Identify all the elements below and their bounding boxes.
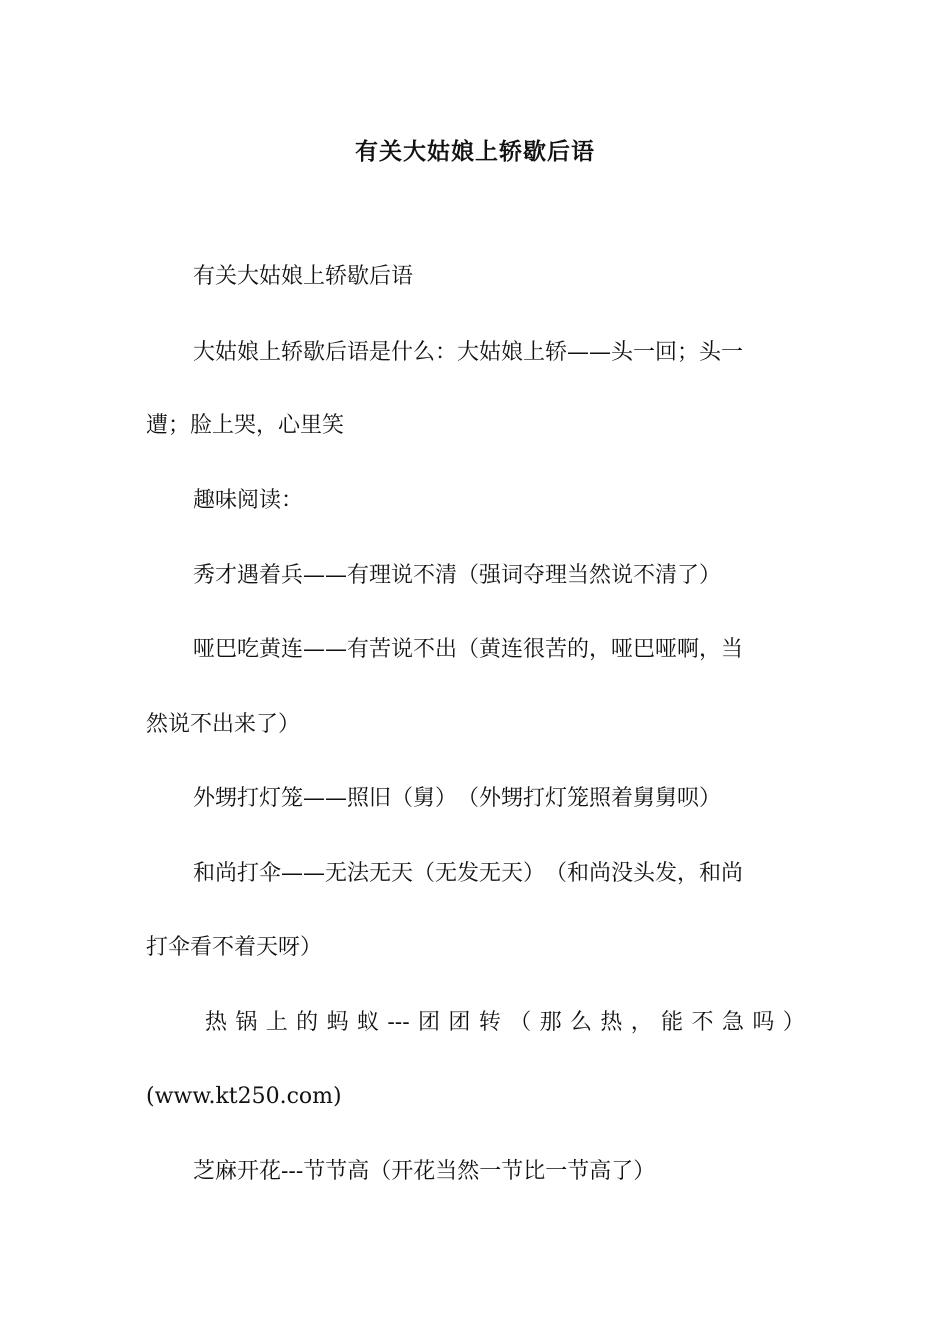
paragraph-answer-line-2: 遭；脸上哭，心里笑 [146, 413, 345, 438]
mayi-char: 么 [569, 1010, 592, 1035]
paragraph-heshang-line-1: 和尚打伞——无法无天（无发无天） （和尚没头发，和尚 [193, 861, 744, 886]
mayi-dash: --- [387, 1010, 410, 1035]
paragraph-yaba-line-1: 哑巴吃黄连——有苦说不出（黄连很苦的，哑巴哑啊，当 [193, 637, 744, 662]
mayi-char: 团 [418, 1010, 441, 1035]
paragraph-yaba-line-2: 然说不出来了） [146, 712, 301, 737]
mayi-char: （ [509, 1010, 532, 1035]
mayi-char: ） [782, 1010, 805, 1035]
mayi-char: 上 [265, 1010, 288, 1035]
mayi-char: 锅 [235, 1010, 258, 1035]
mayi-char: 团 [448, 1010, 471, 1035]
mayi-char: 蚁 [356, 1010, 379, 1035]
paragraph-zhima: 芝麻开花---节节高（开花当然一节比一节高了） [193, 1159, 656, 1184]
paragraph-intro: 有关大姑娘上轿歇后语 [193, 264, 414, 289]
mayi-char: 蚂 [326, 1010, 349, 1035]
document-title: 有关大姑娘上轿歇后语 [355, 138, 595, 165]
mayi-char: 急 [721, 1010, 744, 1035]
paragraph-mayi-line-2: (www.kt250.com) [146, 1084, 342, 1109]
paragraph-answer-line-1: 大姑娘上轿歇后语是什么：大姑娘上轿——头一回；头一 [193, 340, 744, 365]
mayi-char: 转 [478, 1010, 501, 1035]
paragraph-heshang-line-2: 打伞看不着天呀） [146, 935, 323, 960]
mayi-char: 能 [661, 1010, 684, 1035]
paragraph-waisheng: 外甥打灯笼——照旧（舅） （外甥打灯笼照着舅舅呗） [193, 786, 722, 811]
mayi-char: 吗 [752, 1010, 775, 1035]
paragraph-fun-reading-heading: 趣味阅读： [193, 488, 304, 513]
mayi-char: 那 [539, 1010, 562, 1035]
mayi-char: 热 [600, 1010, 623, 1035]
mayi-char: 不 [691, 1010, 714, 1035]
mayi-char: 热 [205, 1010, 228, 1035]
paragraph-mayi-line-1 [205, 1008, 805, 1038]
paragraph-xiucai: 秀才遇着兵——有理说不清（强词夺理当然说不清了） [193, 563, 722, 588]
mayi-char: 的 [296, 1010, 319, 1035]
mayi-char: ， [630, 1010, 653, 1035]
